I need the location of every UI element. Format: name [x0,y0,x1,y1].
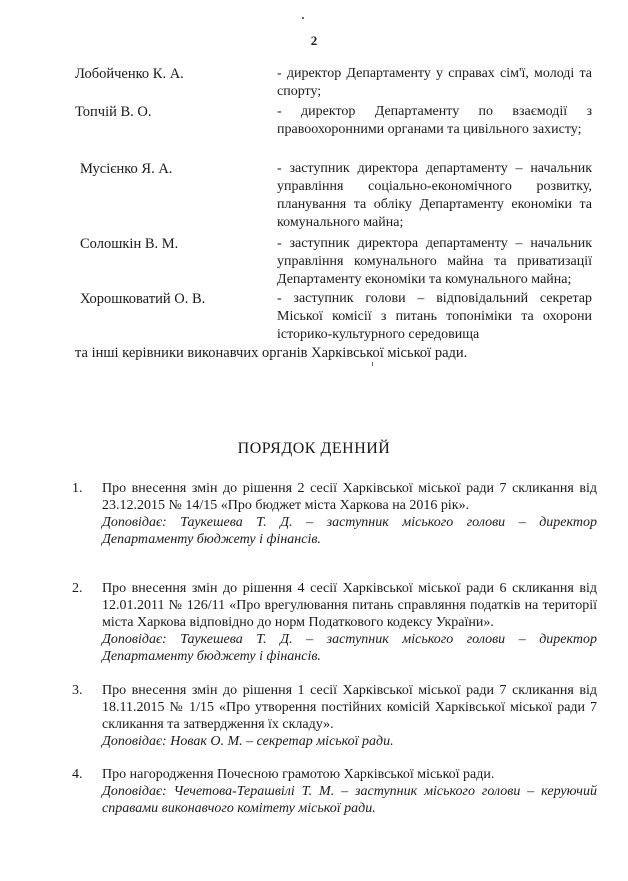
attendee-role: - заступник голови – відповідальний секретар Міської комісії з питань топоніміки та охорони історико-культурного середовища [277,291,592,342]
agenda-item-reporter: Доповідає: Новак О. М. – секретар міської ради. [102,734,394,749]
agenda-item-body [102,766,597,817]
agenda-item-body [102,480,597,548]
attendee-name: Мусієнко Я. А. [80,161,173,177]
agenda-item-reporter: Доповідає: Таукешева Т. Д. – заступник міського голови – директор Департаменту бюджету і фінансів. [102,515,597,547]
attendee-name: Лобойченко К. А. [75,66,184,82]
agenda-item-reporter: Доповідає: Таукешева Т. Д. – заступник міського голови – директор Департаменту бюджету і фінансів. [102,632,597,664]
attendee-name: Солошкін В. М. [80,236,179,252]
attendee-role: - директор Департаменту у справах сім'ї, молоді та спорту; [277,66,592,99]
agenda-item-text: Про нагородження Почесною грамотою Харківської міської ради. [102,767,495,782]
agenda-item-number: 3. [72,683,83,698]
attendee-name: Хорошковатий О. В. [80,291,206,307]
agenda-item-body [102,682,597,750]
attendee-role: - заступник директора департаменту – начальник управління комунального майна та приватизації Департаменту економіки та комунального майна; [277,236,592,287]
closing-line: та інші керівники виконавчих органів Харківської міської ради. [75,345,468,361]
agenda-item-number: 4. [72,767,83,782]
agenda-item-reporter: Доповідає: Чечетова-Терашвілі Т. М. – заступник міського голови – керуючий справами виконавчого комітету міської ради. [102,784,597,816]
scan-speck [372,362,373,366]
agenda-item-body [102,580,597,665]
attendee-name: Топчій В. О. [75,104,152,120]
page-number: 2 [310,33,318,48]
attendee-role: - директор Департаменту по взаємодії з правоохоронними органами та цивільного захисту; [277,104,592,137]
agenda-item-number: 1. [72,481,83,496]
agenda-title: ПОРЯДОК ДЕННИЙ [237,440,391,457]
agenda-item-text: Про внесення змін до рішення 1 сесії Харківської міської ради 7 скликання від 18.11.2015 № 1/15 «Про утворення постійних комісій Харківської міської ради 7 скликання та затвердження їх складу». [102,683,597,732]
attendee-role: - заступник директора департаменту – начальник управління соціально-економічного розвитку, планування та обліку Департаменту економіки та комунального майна; [277,161,592,230]
agenda-item-text: Про внесення змін до рішення 2 сесії Харківської міської ради 7 скликання від 23.12.2015 № 14/15 «Про бюджет міста Харкова на 2016 рік». [102,481,597,513]
scan-speck [302,17,304,19]
agenda-item-number: 2. [72,581,83,596]
agenda-item-text: Про внесення змін до рішення 4 сесії Харківської міської ради 6 скликання від 12.01.2011 № 126/11 «Про врегулювання питань справляння податків на території міста Харкова відповідно до норм Податкового кодексу України». [102,581,597,630]
